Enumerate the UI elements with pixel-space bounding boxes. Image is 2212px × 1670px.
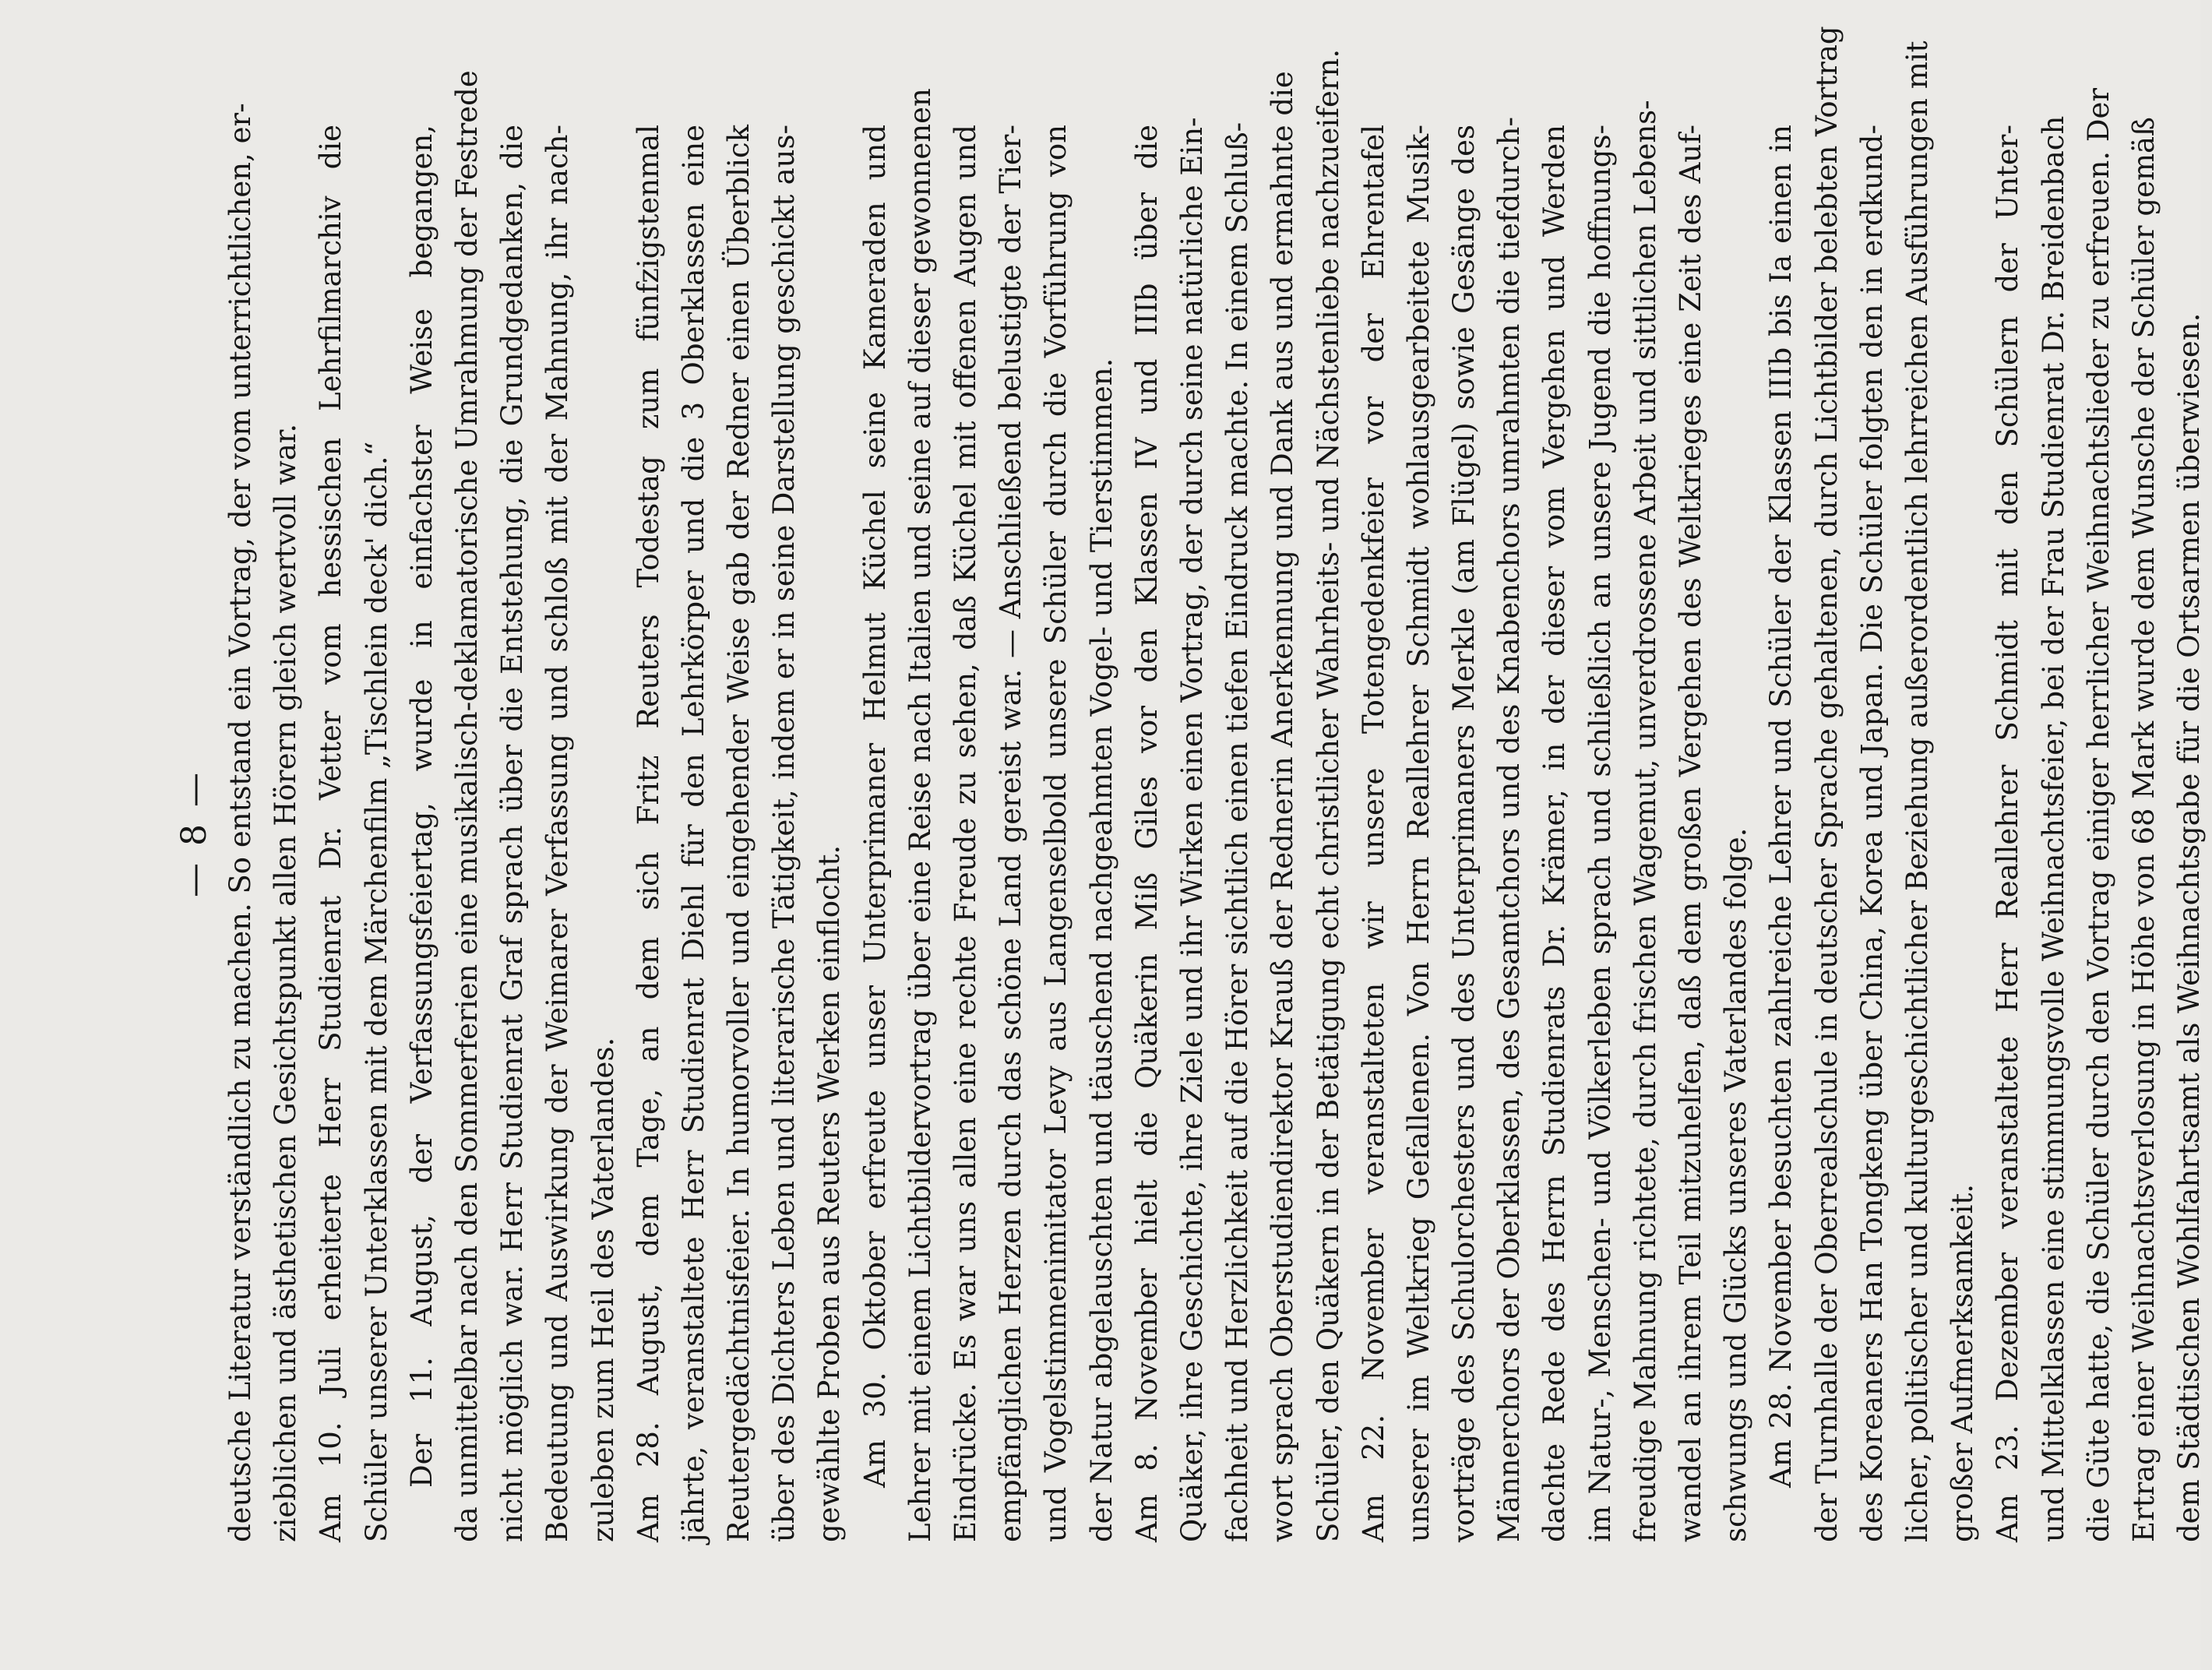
- text-line: jährte, veranstaltete Herr Studienrat Diehl für den Lehrkörper und die 3 Oberklassen eine: [676, 125, 710, 1542]
- text-line: Der 11. August, der Verfassungsfeiertag, wurde in einfachster Weise begangen,: [404, 125, 439, 1488]
- text-line: Schüler unserer Unterklassen mit dem Märchenfilm „Tischlein deck' dich.“: [359, 441, 393, 1542]
- text-line: im Natur-, Menschen- und Völkerleben sprach und schließlich an unsere Jugend die hoffnungs-: [1583, 125, 1617, 1542]
- text-line: Bedeutung und Auswirkung der Weimarer Verfassung und schloß mit der Mahnung, ihr nach-: [541, 125, 575, 1542]
- text-line: Schüler, den Quäkern in der Betätigung echt christlicher Wahrheits- und Nächstenliebe nachzueifern.: [1311, 48, 1345, 1542]
- text-line: Männerchors der Oberklassen, des Gesamtchors und des Knabenchors umrahmten die tiefdurch-: [1492, 117, 1527, 1542]
- text-line: großer Aufmerksamkeit.: [1946, 1184, 1980, 1542]
- text-line: Ertrag einer Weihnachtsverlosung in Höhe von 68 Mark wurde dem Wunsche der Schüler gemäß: [2126, 117, 2161, 1542]
- text-line: der Turnhalle der Oberrealschule in deutscher Sprache gehaltenen, durch Lichtbilder belebten Vortrag: [1809, 26, 1844, 1542]
- text-line: vorträge des Schulorchesters und des Unterprimaners Merkle (am Flügel) sowie Gesänge des: [1447, 125, 1481, 1542]
- text-line: fachheit und Herzlichkeit auf die Hörer sichtlich einen tiefen Eindruck machte. In einem Schluß-: [1220, 122, 1255, 1542]
- text-line: unserer im Weltkrieg Gefallenen. Von Herrn Reallehrer Schmidt wohlausgearbeitete Musik-: [1401, 125, 1435, 1542]
- text-line: Am 10. Juli erheiterte Herr Studienrat Dr. Vetter vom hessischen Lehrfilmarchiv die: [314, 125, 348, 1542]
- text-line: und Mittelklassen eine stimmungsvolle Weihnachtsfeier, bei der Frau Studienrat Dr. Breidenbach: [2036, 115, 2070, 1542]
- text-line: die Güte hatte, die Schüler durch den Vortrag einiger herrlicher Weihnachtslieder zu erfreuen. Der: [2081, 87, 2115, 1542]
- text-line: schwungs und Glücks unseres Vaterlandes folge.: [1719, 827, 1753, 1542]
- text-line: dachte Rede des Herrn Studienrats Dr. Krämer, in der dieser vom Vergehen und Werden: [1537, 125, 1572, 1542]
- text-line: der Natur abgelauschten und täuschend nachgeahmten Vogel- und Tierstimmen.: [1084, 358, 1118, 1542]
- text-line: empfänglichen Herzen durch das schöne Land gereist war. — Anschließend belustigte der Tier-: [994, 125, 1028, 1542]
- text-line: Am 30. Oktober erfreute unser Unterprimaner Helmut Küchel seine Kameraden und: [858, 125, 892, 1488]
- text-line: Am 22. November veranstalteten wir unsere Totengedenkfeier vor der Ehrentafel: [1356, 125, 1390, 1542]
- text-line: Reutergedächtnisfeier. In humorvoller und eingehender Weise gab der Redner einen Überblick: [722, 125, 756, 1542]
- text-line: deutsche Literatur verständlich zu machen. So entstand ein Vortrag, der vom unterrichtlichen, er-: [224, 103, 257, 1542]
- text-line: wort sprach Oberstudiendirektor Krauß der Rednerin Anerkennung und Dank aus und ermahnte die: [1266, 71, 1300, 1542]
- text-line: zieblichen und ästhetischen Gesichtspunkt allen Hörern gleich wertvoll war.: [269, 423, 303, 1542]
- text-line: Lehrer mit einem Lichtbildervortrag über eine Reise nach Italien und seine auf dieser gewonnenen: [903, 88, 937, 1542]
- text-line: dem Städtischen Wohlfahrtsamt als Weihnachtsgabe für die Ortsarmen überwiesen.: [2172, 312, 2207, 1542]
- text-line: nicht möglich war. Herr Studienrat Graf sprach über die Entstehung, die Grundgedanken, die: [495, 125, 530, 1542]
- text-line: Am 28. August, dem Tage, an dem sich Fritz Reuters Todestag zum fünfzigstenmal: [631, 125, 665, 1542]
- text-line: Am 23. Dezember veranstaltete Herr Reallehrer Schmidt mit den Schülern der Unter-: [1991, 125, 2025, 1542]
- text-line: freudige Mahnung richtete, durch frischen Wagemut, unverdrossene Arbeit und sittlichen Lebens-: [1628, 100, 1662, 1542]
- body-text: [218, 26, 2212, 1542]
- text-line: licher, politischer und kulturgeschichtlicher Beziehung außerordentlich lehrreichen Ausführungen mit: [1900, 41, 1934, 1542]
- text-line: gewählte Proben aus Reuters Werken einflocht.: [812, 844, 847, 1542]
- text-line: Am 8. November hielt die Quäkerin Miß Giles vor den Klassen IV und IIIb über die: [1129, 125, 1164, 1542]
- text-line: und Vogelstimmenimitator Levy aus Langenselbold unsere Schüler durch die Vorführung von: [1039, 125, 1073, 1542]
- text-line: über des Dichters Leben und literarische Tätigkeit, indem er in seine Darstellung geschickt aus-: [767, 125, 801, 1542]
- text-line: da unmittelbar nach den Sommerferien eine musikalisch-deklamatorische Umrahmung der Festrede: [449, 70, 484, 1542]
- text-line: Eindrücke. Es war uns allen eine rechte Freude zu sehen, daß Küchel mit offenen Augen und: [949, 125, 982, 1542]
- text-line: zuleben zum Heil des Vaterlandes.: [586, 1037, 620, 1542]
- text-line: Am 28. November besuchten zahlreiche Lehrer und Schüler der Klassen IIIb bis Ia einen in: [1764, 125, 1798, 1488]
- page-number: — 8 —: [174, 770, 214, 897]
- text-line: wandel an ihrem Teil mitzuhelfen, daß dem großen Vergehen des Weltkrieges eine Zeit des Auf-: [1674, 125, 1707, 1542]
- rotated-page-content: [171, 26, 2207, 1542]
- text-line: Quäker, ihre Geschichte, ihre Ziele und ihr Wirken einen Vortrag, der durch seine natürliche Ein-: [1175, 117, 1209, 1542]
- text-line: des Koreaners Han Tongkeng über China, Korea und Japan. Die Schüler folgten den in erdkund-: [1854, 125, 1889, 1542]
